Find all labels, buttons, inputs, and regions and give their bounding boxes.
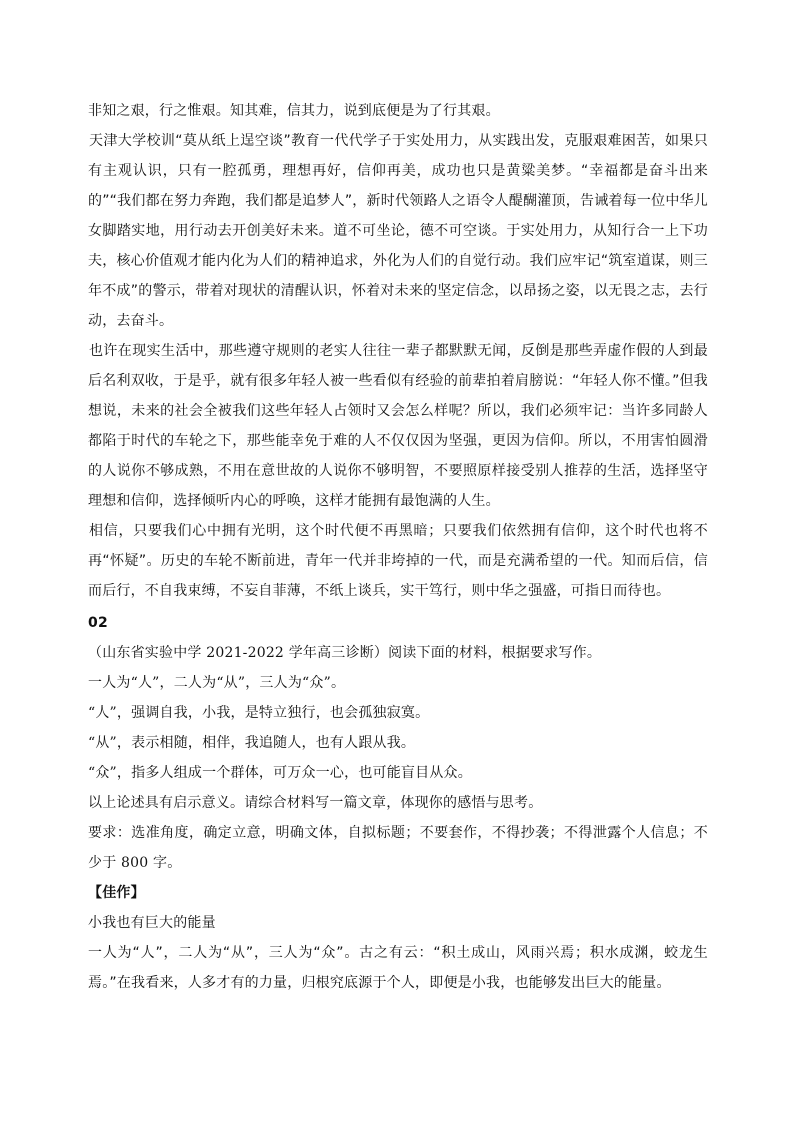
section-number: 02 bbox=[88, 615, 108, 631]
prompt-requirement: 要求：选准角度，确定立意，明确文体，自拟标题；不要套作，不得抄袭；不得泄露个人信息；不少于 800 字。 bbox=[88, 825, 708, 871]
prompt-instruction: 以上论述具有启示意义。请综合材料写一篇文章，体现你的感悟与思考。 bbox=[88, 795, 543, 811]
document-body bbox=[88, 96, 708, 998]
paragraph: 一人为“人”，二人为“从”，三人为“众”。古之有云：“积土成山，风雨兴焉；积水成渊，蛟龙生焉。”在我看来，人多才有的力量，归根究底源于个人，即便是小我，也能够发出巨大的能量。 bbox=[88, 945, 708, 991]
paragraph: 也许在现实生活中，那些遵守规则的老实人往往一辈子都默默无闻，反倒是那些弄虚作假的人到最后名利双收，于是乎，就有很多年轻人被一些看似有经验的前辈拍着肩膀说：“年轻人你不懂。”但我想说，未来的社会全被我们这些年轻人占领时又会怎么样呢？所以，我们必须牢记：当许多同龄人都陷于时代的车轮之下，那些能幸免于难的人不仅仅因为坚强，更因为信仰。所以，不用害怕圆滑的人说你不够成熟，不用在意世故的人说你不够明智，不要照原样接受别人推荐的生活，选择坚守理想和信仰，选择倾听内心的呼唤，这样才能拥有最饱满的人生。 bbox=[88, 343, 708, 509]
prompt-material-line: “众”，指多人组成一个群体，可万众一心，也可能盲目从众。 bbox=[88, 765, 472, 781]
prompt-material-line: “人”，强调自我，小我，是特立独行，也会孤独寂寞。 bbox=[88, 705, 430, 721]
essay-title: 小我也有巨大的能量 bbox=[88, 915, 216, 931]
prompt-material-line: “从”，表示相随，相伴，我追随人，也有人跟从我。 bbox=[88, 735, 416, 751]
prompt-intro: （山东省实验中学 2021-2022 学年高三诊断）阅读下面的材料，根据要求写作。 bbox=[88, 645, 602, 661]
paragraph: 相信，只要我们心中拥有光明，这个时代便不再黑暗；只要我们依然拥有信仰，这个时代也将不再“怀疑”。历史的车轮不断前进，青年一代并非垮掉的一代，而是充满希望的一代。知而后信，信而后行，不自我束缚，不妄自菲薄，不纸上谈兵，实干笃行，则中华之强盛，可指日而待也。 bbox=[88, 523, 708, 599]
paragraph: 天津大学校训“莫从纸上逞空谈”教育一代代学子于实处用力，从实践出发，克服艰难困苦，如果只有主观认识，只有一腔孤勇，理想再好，信仰再美，成功也只是黄粱美梦。“幸福都是奋斗出来的”“我们都在努力奔跑，我们都是追梦人”，新时代领路人之语令人醍醐灌顶，告诫着每一位中华儿女脚踏实地，用行动去开创美好未来。道不可坐论，德不可空谈。于实处用力，从知行合一上下功夫，核心价值观才能内化为人们的精神追求，外化为人们的自觉行动。我们应牢记“筑室道谋，则三年不成”的警示，带着对现状的清醒认识，怀着对未来的坚定信念，以昂扬之姿，以无畏之志，去行动，去奋斗。 bbox=[88, 133, 708, 329]
prompt-material-line: 一人为“人”，二人为“从”，三人为“众”。 bbox=[88, 675, 346, 691]
model-essay-label: 【佳作】 bbox=[88, 885, 145, 901]
paragraph: 非知之艰，行之惟艰。知其难，信其力，说到底便是为了行其艰。 bbox=[88, 103, 500, 119]
